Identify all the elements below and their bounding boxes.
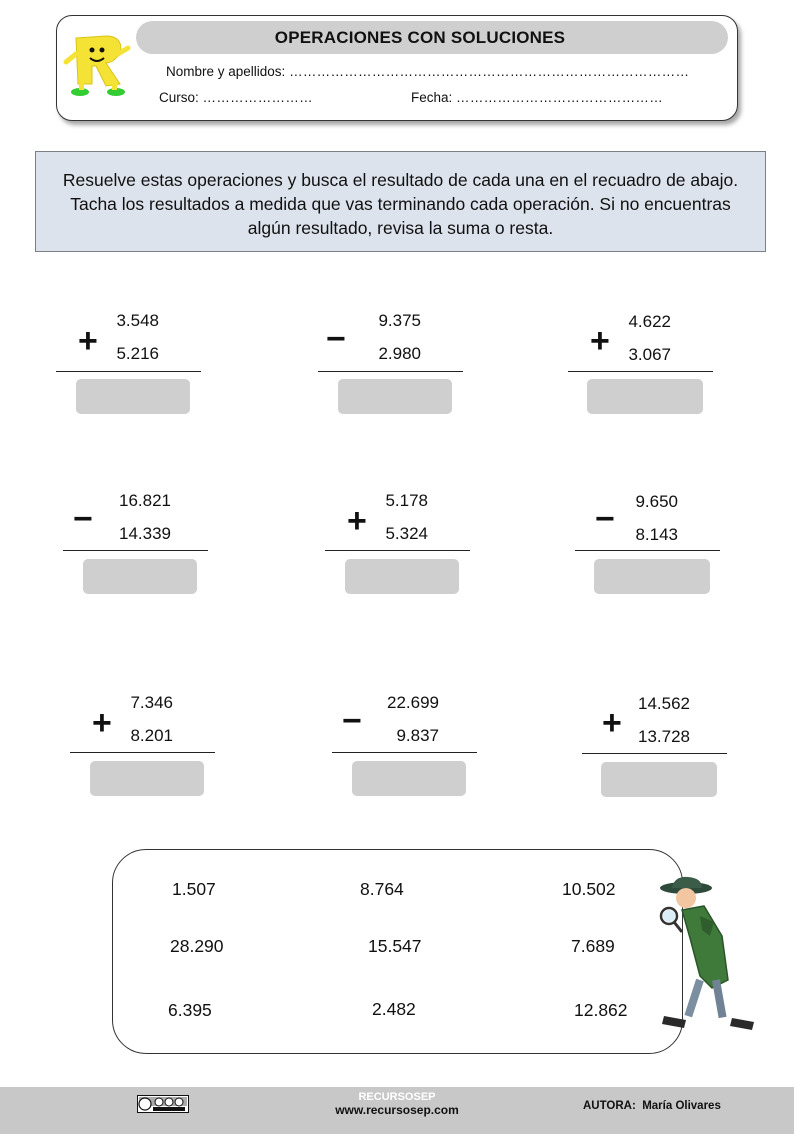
answer-box[interactable]	[594, 559, 710, 594]
operand-bottom: 8.143	[635, 525, 678, 544]
result-line	[575, 550, 720, 551]
operand-bottom: 2.980	[378, 344, 421, 363]
footer-url-link[interactable]: www.recursosep.com	[335, 1103, 459, 1117]
operand-bottom: 3.067	[628, 345, 671, 364]
result-line	[56, 371, 201, 372]
operand-bottom: 13.728	[638, 727, 690, 746]
operand-top: 22.699	[387, 693, 439, 712]
operation-4	[63, 488, 223, 608]
instructions-box: Resuelve estas operaciones y busca el resultado de cada una en el recuadro de abajo. Tacha los resultados a medida que vas terminando cada operación. Si no encuentras algún resultado, revisa la suma o resta.	[35, 151, 766, 252]
operation-7	[70, 690, 230, 810]
plus-sign: +	[78, 322, 98, 360]
answer-box[interactable]	[83, 559, 197, 594]
logo-r-mascot-icon	[62, 32, 132, 98]
operand-top: 5.178	[385, 491, 428, 510]
operand-bottom: 14.339	[119, 524, 171, 543]
operation-1	[56, 308, 216, 428]
author-label: AUTORA:	[583, 1100, 636, 1112]
result-line	[70, 752, 215, 753]
operation-8	[332, 690, 492, 810]
minus-sign: −	[595, 500, 615, 538]
operand-top: 16.821	[119, 491, 171, 510]
answer-box[interactable]	[352, 761, 466, 796]
result-item[interactable]: 8.764	[360, 879, 404, 899]
result-line	[332, 752, 477, 753]
operation-3	[568, 308, 728, 428]
plus-sign: +	[347, 502, 367, 540]
operand-top: 7.346	[130, 693, 173, 712]
minus-sign: −	[342, 702, 362, 740]
result-line	[63, 550, 208, 551]
operand-bottom: 8.201	[130, 726, 173, 745]
operand-top: 3.548	[116, 311, 159, 330]
author-name: María Olivares	[642, 1100, 721, 1112]
footer-brand: RECURSOSEP	[358, 1091, 436, 1103]
answer-box[interactable]	[338, 379, 452, 414]
minus-sign: −	[73, 500, 93, 538]
result-line	[325, 550, 470, 551]
name-dots: ……………………………………………………………………………	[289, 64, 690, 79]
operand-top: 14.562	[638, 694, 690, 713]
operand-top: 4.622	[628, 312, 671, 331]
answer-box[interactable]	[601, 762, 717, 797]
name-field	[166, 64, 689, 79]
operand-bottom: 5.216	[116, 344, 159, 363]
operation-6	[575, 488, 735, 608]
result-item[interactable]: 7.689	[571, 936, 615, 956]
footer-author	[583, 1100, 721, 1112]
date-field	[411, 90, 663, 105]
result-line	[568, 371, 713, 372]
operation-9	[582, 690, 742, 810]
result-item[interactable]: 10.502	[562, 879, 616, 899]
operation-2	[318, 308, 478, 428]
plus-sign: +	[602, 704, 622, 742]
date-dots: ………………………………………	[456, 90, 664, 105]
date-label: Fecha:	[411, 90, 457, 105]
course-field	[159, 90, 313, 105]
result-line	[318, 371, 463, 372]
operand-bottom: 5.324	[385, 524, 428, 543]
minus-sign: −	[326, 320, 346, 358]
result-line	[582, 753, 727, 754]
course-label: Curso:	[159, 90, 203, 105]
result-item[interactable]: 1.507	[172, 879, 216, 899]
detective-illustration-icon	[656, 876, 764, 1036]
operand-bottom: 9.837	[396, 726, 439, 745]
result-item[interactable]: 12.862	[574, 1000, 628, 1020]
operand-top: 9.650	[635, 492, 678, 511]
plus-sign: +	[590, 322, 610, 360]
result-item[interactable]: 28.290	[170, 936, 224, 956]
page-title: OPERACIONES CON SOLUCIONES	[274, 28, 566, 47]
course-dots: ……………………	[202, 90, 313, 105]
answer-box[interactable]	[345, 559, 459, 594]
answer-box[interactable]	[76, 379, 190, 414]
operand-top: 9.375	[378, 311, 421, 330]
answer-box[interactable]	[587, 379, 703, 414]
result-item[interactable]: 15.547	[368, 936, 422, 956]
answer-box[interactable]	[90, 761, 204, 796]
plus-sign: +	[92, 704, 112, 742]
operation-5	[325, 488, 485, 608]
name-label: Nombre y apellidos:	[166, 64, 290, 79]
result-item[interactable]: 6.395	[168, 1000, 212, 1020]
result-item[interactable]: 2.482	[372, 999, 416, 1019]
